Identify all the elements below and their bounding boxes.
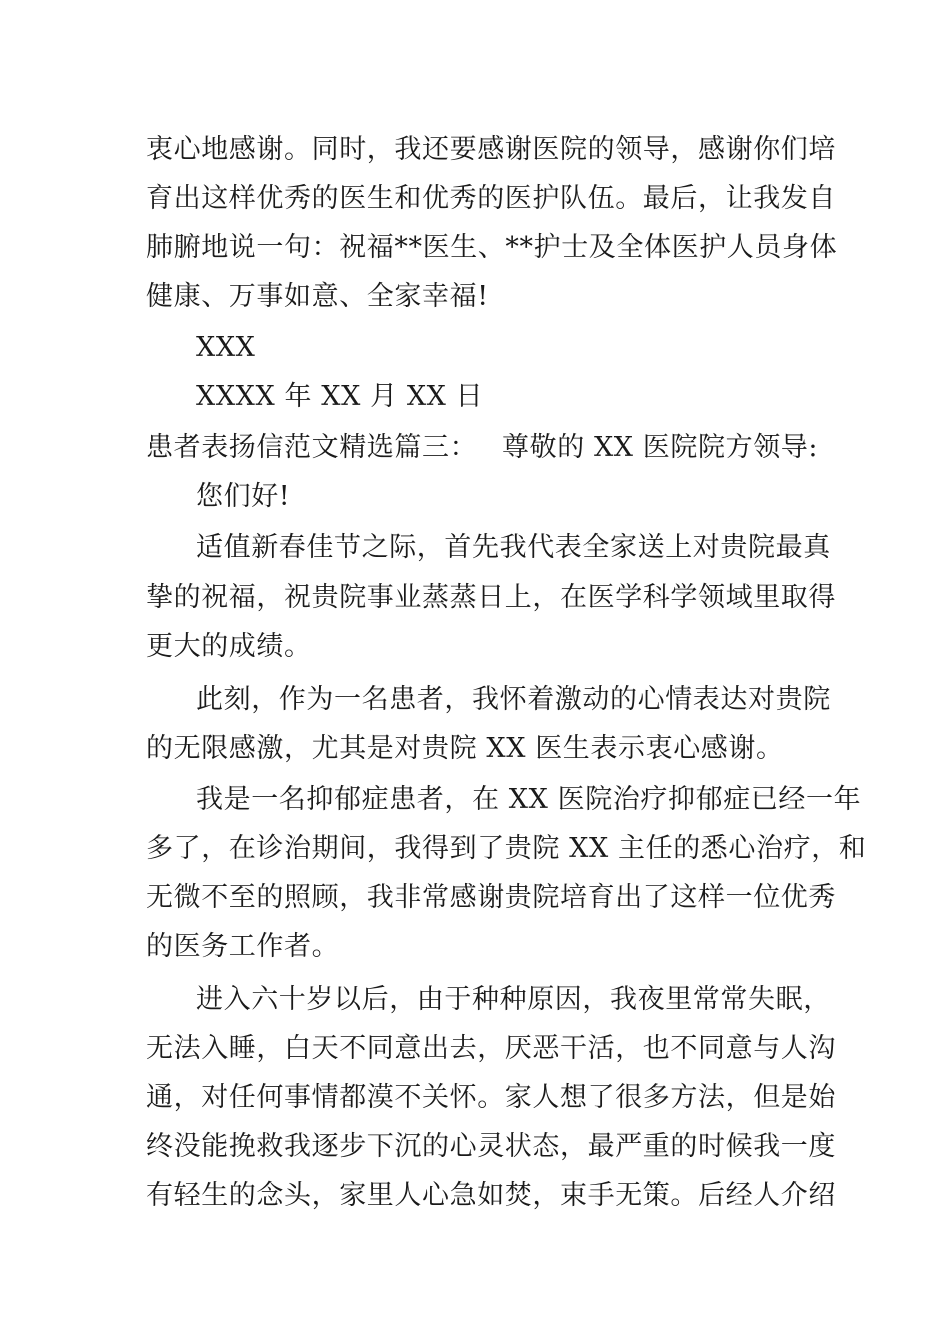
- text-line: 健康、万事如意、全家幸福!: [146, 281, 489, 312]
- text-line: 通，对任何事情都漠不关怀。家人想了很多方法，但是始: [146, 1082, 836, 1113]
- text-line: 挚的祝福，祝贵院事业蒸蒸日上，在医学科学领域里取得: [146, 582, 836, 613]
- signature-date: XXXX 年 XX 月 XX 日: [196, 381, 484, 412]
- greeting: 您们好!: [196, 481, 291, 512]
- text-line: 的无限感激，尤其是对贵院 XX 医生表示衷心感谢。: [146, 733, 784, 764]
- salutation: 尊敬的 XX 医院院方领导:: [502, 432, 819, 463]
- text-line: 进入六十岁以后，由于种种原因，我夜里常常失眠，: [196, 984, 831, 1015]
- section-heading: 患者表扬信范文精选篇三：: [146, 432, 478, 463]
- text-line: 更大的成绩。: [146, 631, 312, 662]
- text-line: 的医务工作者。: [146, 931, 340, 962]
- text-line: 多了，在诊治期间，我得到了贵院 XX 主任的悉心治疗，和: [146, 833, 867, 864]
- text-line: 肺腑地说一句：祝福**医生、**护士及全体医护人员身体: [146, 232, 838, 263]
- text-line: 有轻生的念头，家里人心急如焚，束手无策。后经人介绍: [146, 1180, 836, 1211]
- text-line: 无微不至的照顾，我非常感谢贵院培育出了这样一位优秀: [146, 882, 836, 913]
- signature-name: XXX: [196, 332, 256, 363]
- text-line: 我是一名抑郁症患者，在 XX 医院治疗抑郁症已经一年: [196, 784, 862, 815]
- text-line: 终没能挽救我逐步下沉的心灵状态，最严重的时候我一度: [146, 1131, 836, 1162]
- text-line: 无法入睡，白天不同意出去，厌恶干活，也不同意与人沟: [146, 1033, 836, 1064]
- text-line: 适值新春佳节之际，首先我代表全家送上对贵院最真: [196, 532, 831, 563]
- text-line: 此刻，作为一名患者，我怀着激动的心情表达对贵院: [196, 684, 831, 715]
- text-line: 衷心地感谢。同时，我还要感谢医院的领导，感谢你们培: [146, 134, 836, 165]
- text-line: 育出这样优秀的医生和优秀的医护队伍。最后，让我发自: [146, 183, 836, 214]
